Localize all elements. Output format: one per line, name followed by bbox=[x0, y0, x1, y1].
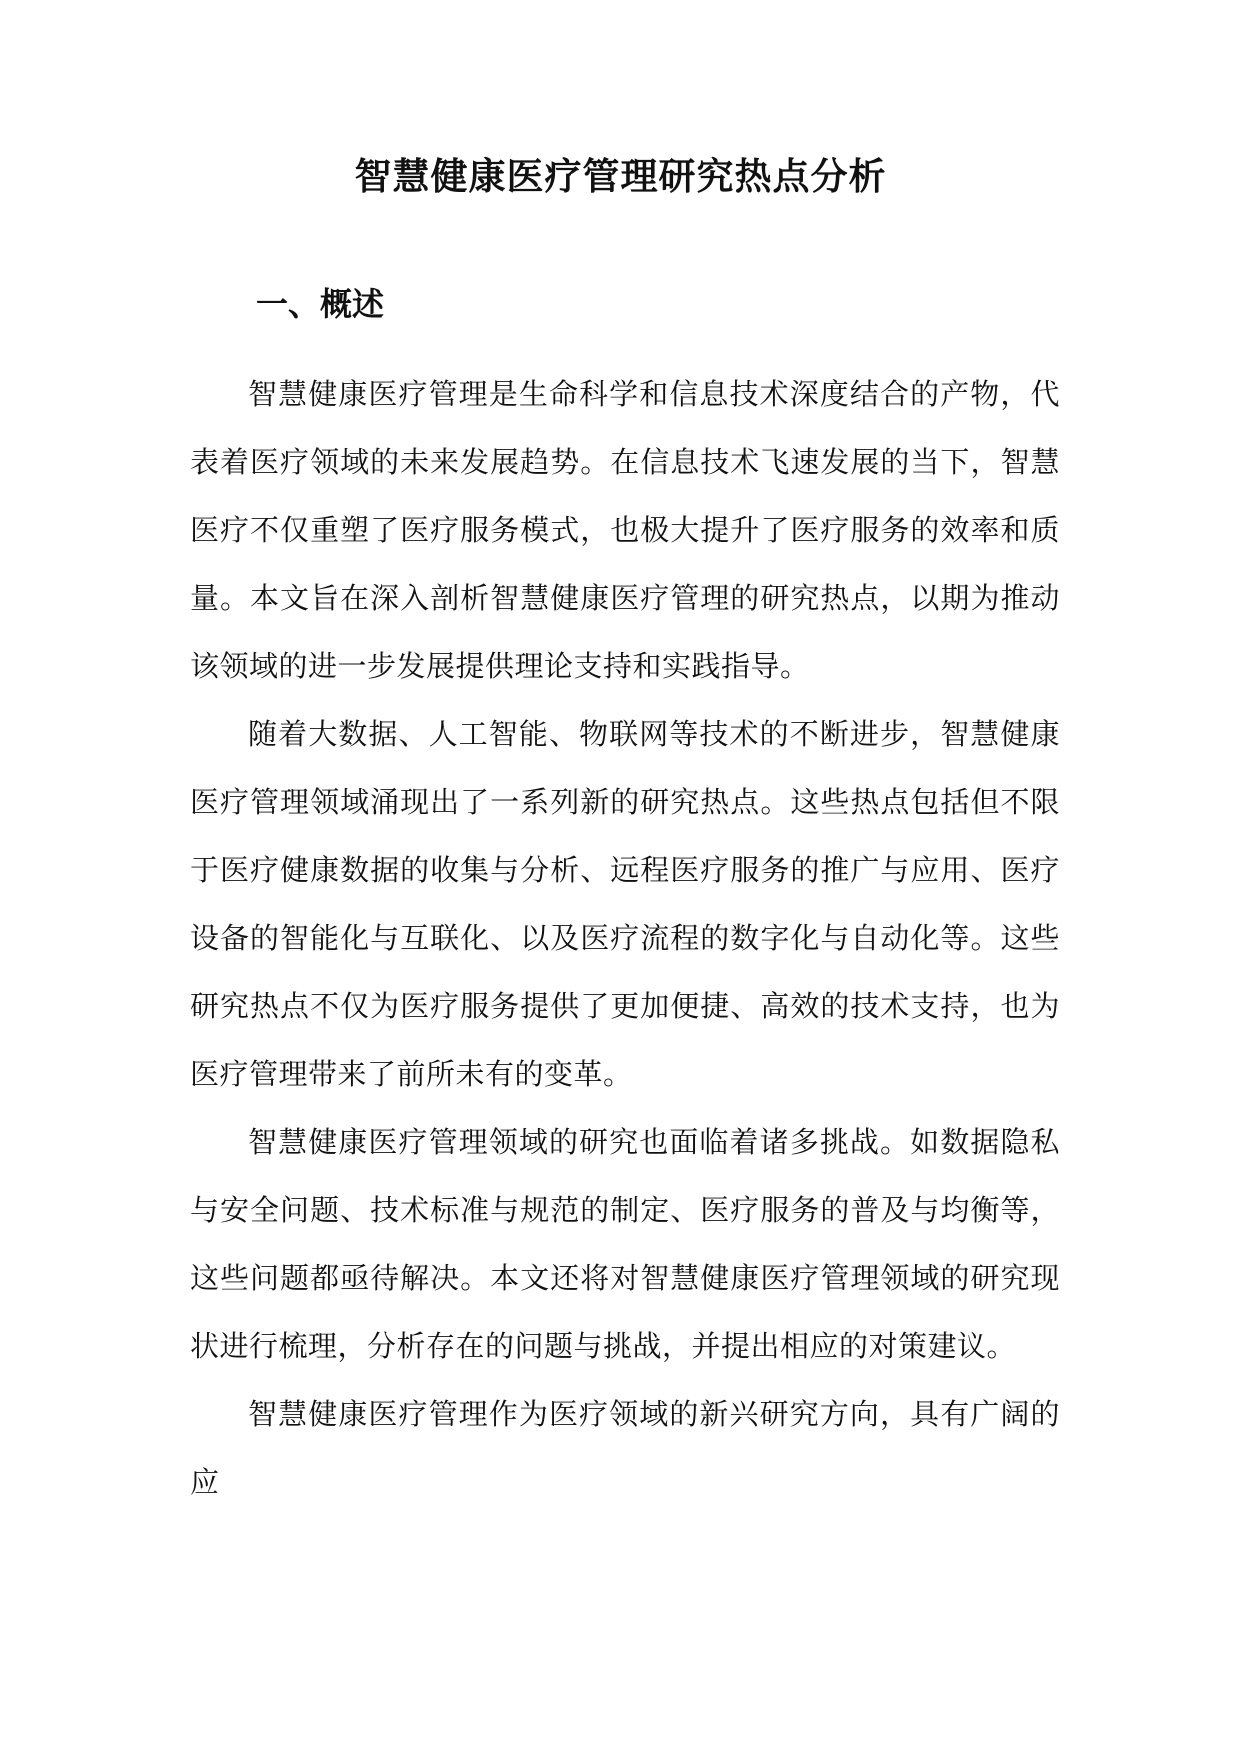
paragraph-3: 智慧健康医疗管理领域的研究也面临着诸多挑战。如数据隐私与安全问题、技术标准与规范的制定、医疗服务的普及与均衡等，这些问题都亟待解决。本文还将对智慧健康医疗管理领域的研究现状进行梳理，分析存在的问题与挑战，并提出相应的对策建议。 bbox=[190, 1125, 1060, 1363]
paragraph-2: 随着大数据、人工智能、物联网等技术的不断进步，智慧健康医疗管理领域涌现出了一系列新的研究热点。这些热点包括但不限于医疗健康数据的收集与分析、远程医疗服务的推广与应用、医疗设备的智能化与互联化、以及医疗流程的数字化与自动化等。这些研究热点不仅为医疗服务提供了更加便捷、高效的技术支持，也为医疗管理带来了前所未有的变革。 bbox=[190, 717, 1060, 1091]
section-heading: 一、概述 bbox=[256, 285, 385, 323]
document-title: 智慧健康医疗管理研究热点分析 bbox=[354, 154, 887, 198]
paragraph-4: 智慧健康医疗管理作为医疗领域的新兴研究方向，具有广阔的应 bbox=[190, 1397, 1060, 1499]
paragraph-1: 智慧健康医疗管理是生命科学和信息技术深度结合的产物，代表着医疗领域的未来发展趋势。在信息技术飞速发展的当下，智慧医疗不仅重塑了医疗服务模式，也极大提升了医疗服务的效率和质量。本文旨在深入剖析智慧健康医疗管理的研究热点，以期为推动该领域的进一步发展提供理论支持和实践指导。 bbox=[190, 377, 1060, 683]
body-text bbox=[190, 360, 1060, 1516]
